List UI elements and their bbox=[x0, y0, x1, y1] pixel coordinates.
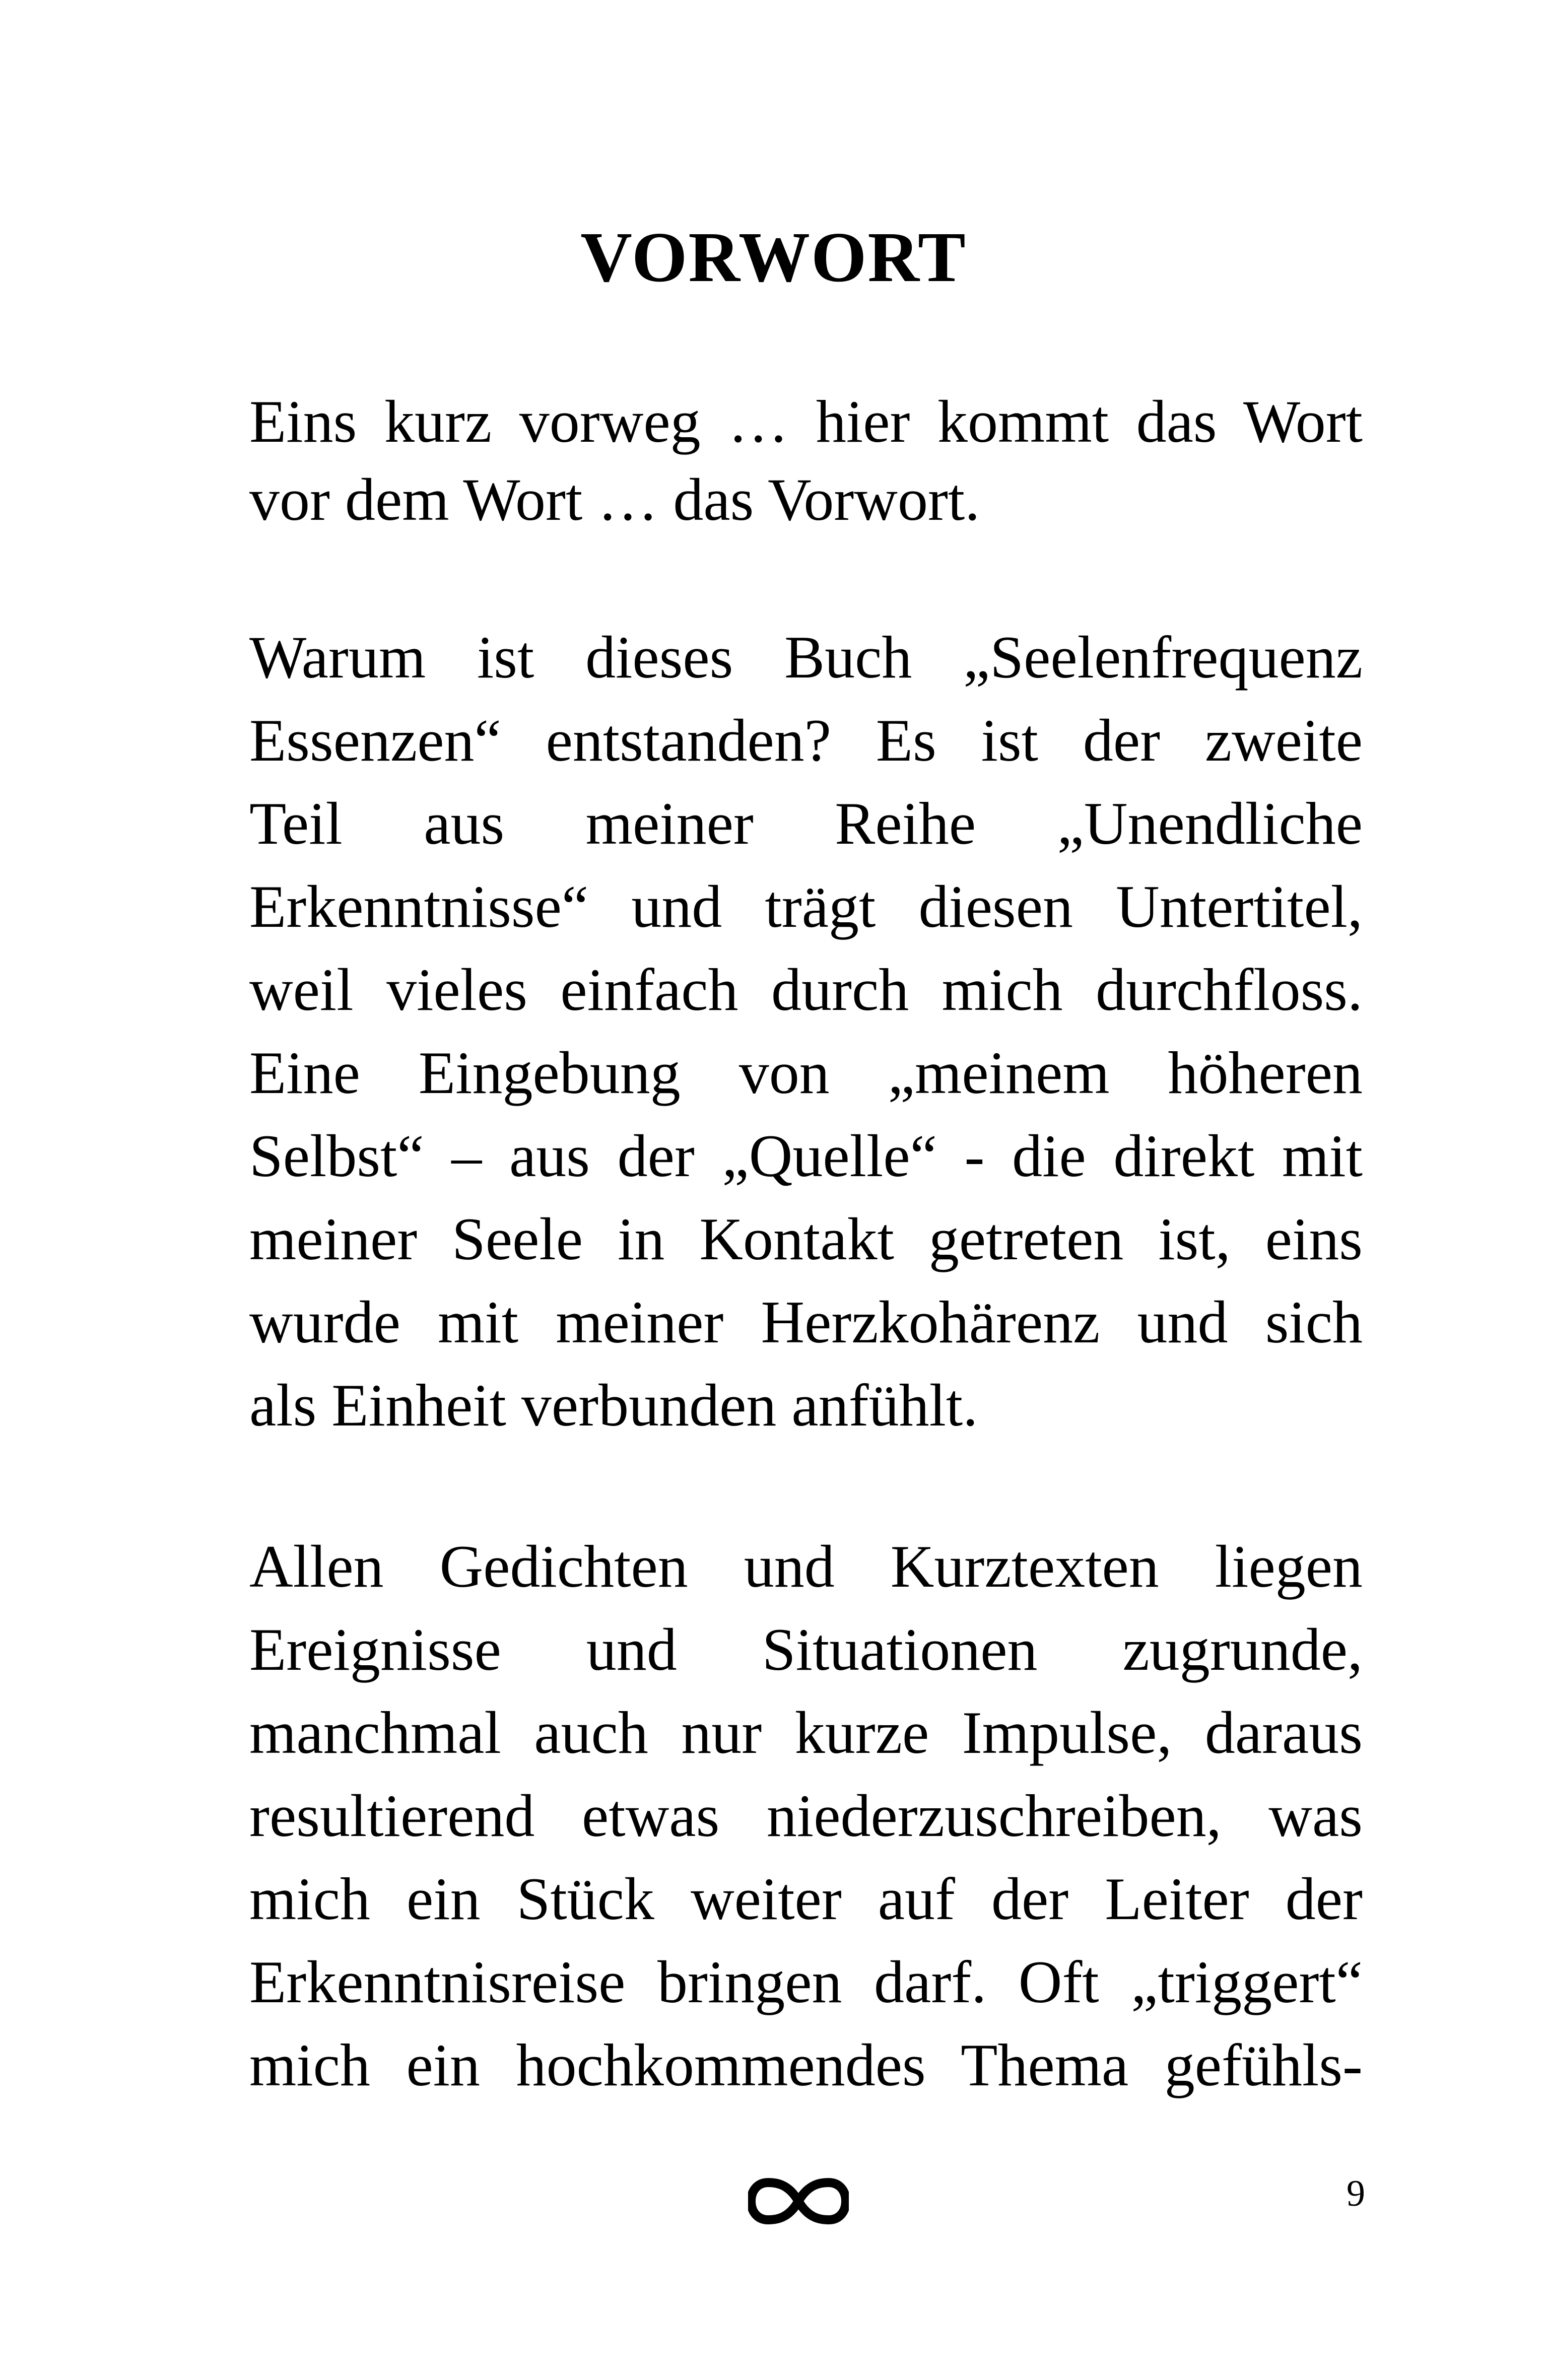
paragraph-2-line-7: Selbst“ – aus der „Quelle“ - die direkt mit bbox=[249, 1122, 1363, 1189]
paragraph-2-line-6: Eine Eingebung von „meinem höheren bbox=[249, 1039, 1363, 1106]
chapter-title: VORWORT bbox=[580, 217, 967, 297]
paragraph-3-line-2: Ereignisse und Situationen zugrunde, bbox=[249, 1616, 1363, 1683]
paragraph-2-line-1: Warum ist dieses Buch „Seelenfrequenz bbox=[249, 624, 1363, 691]
paragraph-3-line-7: mich ein hochkommendes Thema gefühls- bbox=[249, 2031, 1363, 2098]
paragraph-3-line-4: resultierend etwas niederzuschreiben, was bbox=[249, 1782, 1363, 1849]
paragraph-2-line-5: weil vieles einfach durch mich durchfloss. bbox=[249, 956, 1363, 1023]
paragraph-2-line-8: meiner Seele in Kontakt getreten ist, eins bbox=[249, 1205, 1363, 1272]
paragraph-3-line-3: manchmal auch nur kurze Impulse, daraus bbox=[249, 1699, 1363, 1766]
infinity-icon bbox=[748, 2173, 849, 2229]
paragraph-3-line-1: Allen Gedichten und Kurztexten liegen bbox=[249, 1533, 1363, 1600]
page-number: 9 bbox=[1347, 2173, 1365, 2214]
paragraph-2-line-3: Teil aus meiner Reihe „Unendliche bbox=[249, 790, 1363, 857]
paragraph-2-line-9: wurde mit meiner Herzkohärenz und sich bbox=[249, 1288, 1363, 1355]
paragraph-3-line-6: Erkenntnisreise bringen darf. Oft „triggert“ bbox=[249, 1948, 1363, 2015]
paragraph-1-line-1: Eins kurz vorweg … hier kommt das Wort bbox=[249, 388, 1363, 455]
paragraph-1-line-2: vor dem Wort … das Vorwort. bbox=[249, 466, 980, 533]
paragraph-2-line-10: als Einheit verbunden anfühlt. bbox=[249, 1372, 978, 1439]
paragraph-2-line-4: Erkenntnisse“ und trägt diesen Untertitel, bbox=[249, 873, 1363, 940]
paragraph-2-line-2: Essenzen“ entstanden? Es ist der zweite bbox=[249, 707, 1363, 774]
paragraph-3-line-5: mich ein Stück weiter auf der Leiter der bbox=[249, 1865, 1363, 1932]
